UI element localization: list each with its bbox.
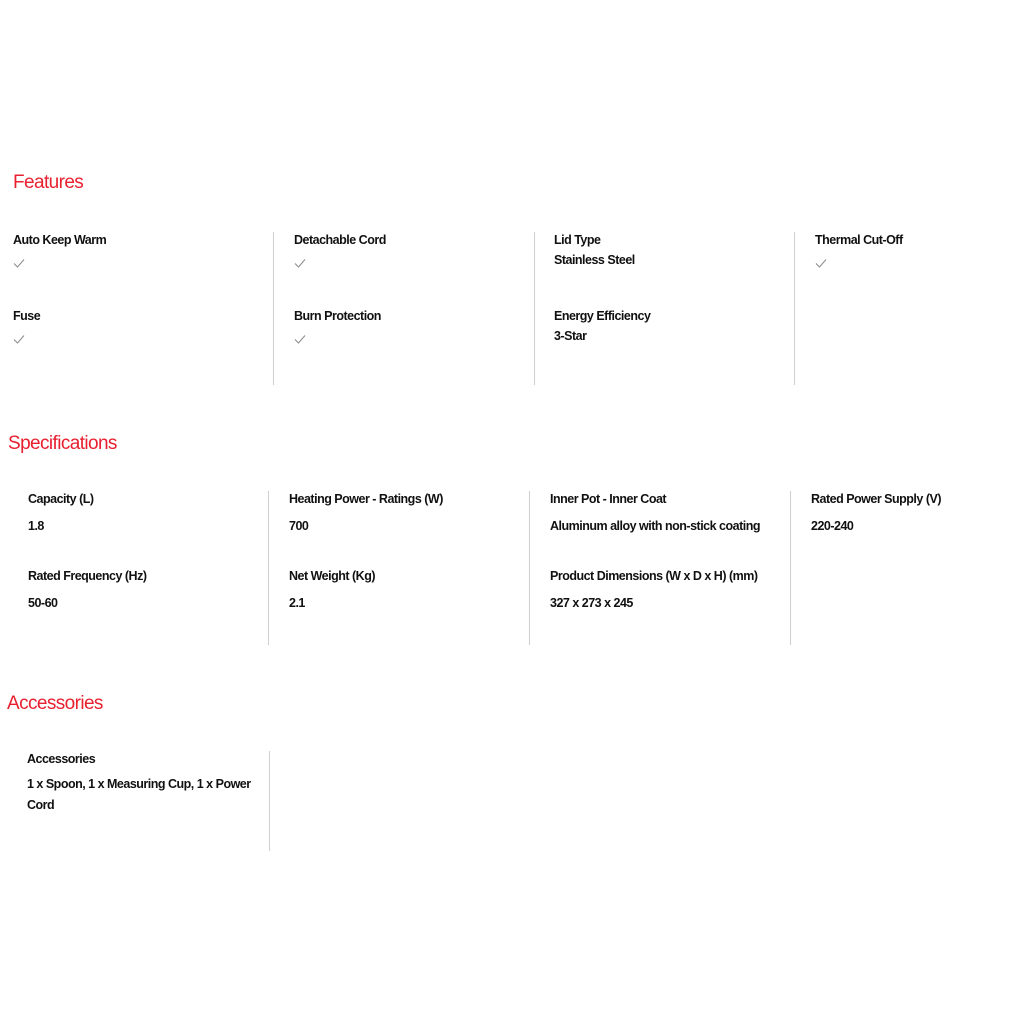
feature-label: Auto Keep Warm: [13, 233, 107, 247]
spec-heating-power: [289, 491, 525, 536]
check-icon: [13, 257, 25, 269]
accessory-label: Accessories: [27, 752, 96, 766]
spec-label: Heating Power - Ratings (W): [289, 492, 443, 506]
spec-value: 50-60: [28, 596, 58, 610]
specifications-column-3: [530, 491, 791, 645]
spec-value: 220-240: [811, 519, 854, 533]
spec-label: Inner Pot - Inner Coat: [550, 492, 667, 506]
features-title: Features: [13, 172, 84, 193]
feature-energy-efficiency: [554, 308, 790, 346]
check-icon: [294, 333, 306, 345]
specifications-column-4: [791, 491, 1016, 645]
feature-label: Detachable Cord: [294, 233, 386, 247]
feature-label: Fuse: [13, 309, 41, 323]
features-column-4: [795, 232, 1015, 385]
feature-thermal-cut-off: [815, 232, 1015, 269]
spec-product-dimensions: [550, 568, 786, 613]
feature-value: Stainless Steel: [554, 253, 635, 267]
feature-lid-type: [554, 232, 790, 270]
feature-value: 3-Star: [554, 329, 587, 343]
features-column-3: [534, 232, 795, 385]
spec-label: Rated Power Supply (V): [811, 492, 941, 506]
feature-label: Thermal Cut-Off: [815, 233, 903, 247]
spec-rated-frequency: [28, 568, 264, 613]
check-icon: [294, 257, 306, 269]
accessories-title: Accessories: [7, 693, 103, 714]
feature-burn-protection: [294, 308, 530, 345]
feature-label: Burn Protection: [294, 309, 381, 323]
specifications-column-2: [269, 491, 530, 645]
check-icon: [13, 333, 25, 345]
accessory-item: [27, 751, 263, 816]
specifications-title: Specifications: [8, 433, 117, 454]
spec-inner-pot: [550, 491, 790, 536]
check-icon: [815, 257, 827, 269]
spec-net-weight: [289, 568, 525, 613]
accessory-value: 1 x Spoon, 1 x Measuring Cup, 1 x Power Cord: [27, 777, 251, 812]
spec-value: 1.8: [28, 519, 44, 533]
spec-value: 2.1: [289, 596, 305, 610]
spec-label: Product Dimensions (W x D x H) (mm): [550, 569, 758, 583]
feature-label: Lid Type: [554, 233, 601, 247]
features-column-2: [274, 232, 535, 385]
feature-fuse: [13, 308, 249, 345]
spec-label: Rated Frequency (Hz): [28, 569, 147, 583]
feature-detachable-cord: [294, 232, 530, 269]
features-column-1: [13, 232, 274, 385]
spec-value: 327 x 273 x 245: [550, 596, 633, 610]
accessories-section: [0, 691, 1024, 851]
specifications-column-1: [8, 491, 269, 645]
accessories-column-1: [7, 751, 270, 851]
feature-auto-keep-warm: [13, 232, 249, 269]
spec-value: Aluminum alloy with non-stick coating: [550, 519, 760, 533]
spec-value: 700: [289, 519, 309, 533]
spec-label: Capacity (L): [28, 492, 94, 506]
spec-capacity: [28, 491, 264, 536]
features-section: [0, 170, 1024, 385]
feature-label: Energy Efficiency: [554, 309, 651, 323]
specifications-section: [0, 431, 1024, 645]
spec-rated-power-supply: [811, 491, 1011, 536]
spec-label: Net Weight (Kg): [289, 569, 376, 583]
